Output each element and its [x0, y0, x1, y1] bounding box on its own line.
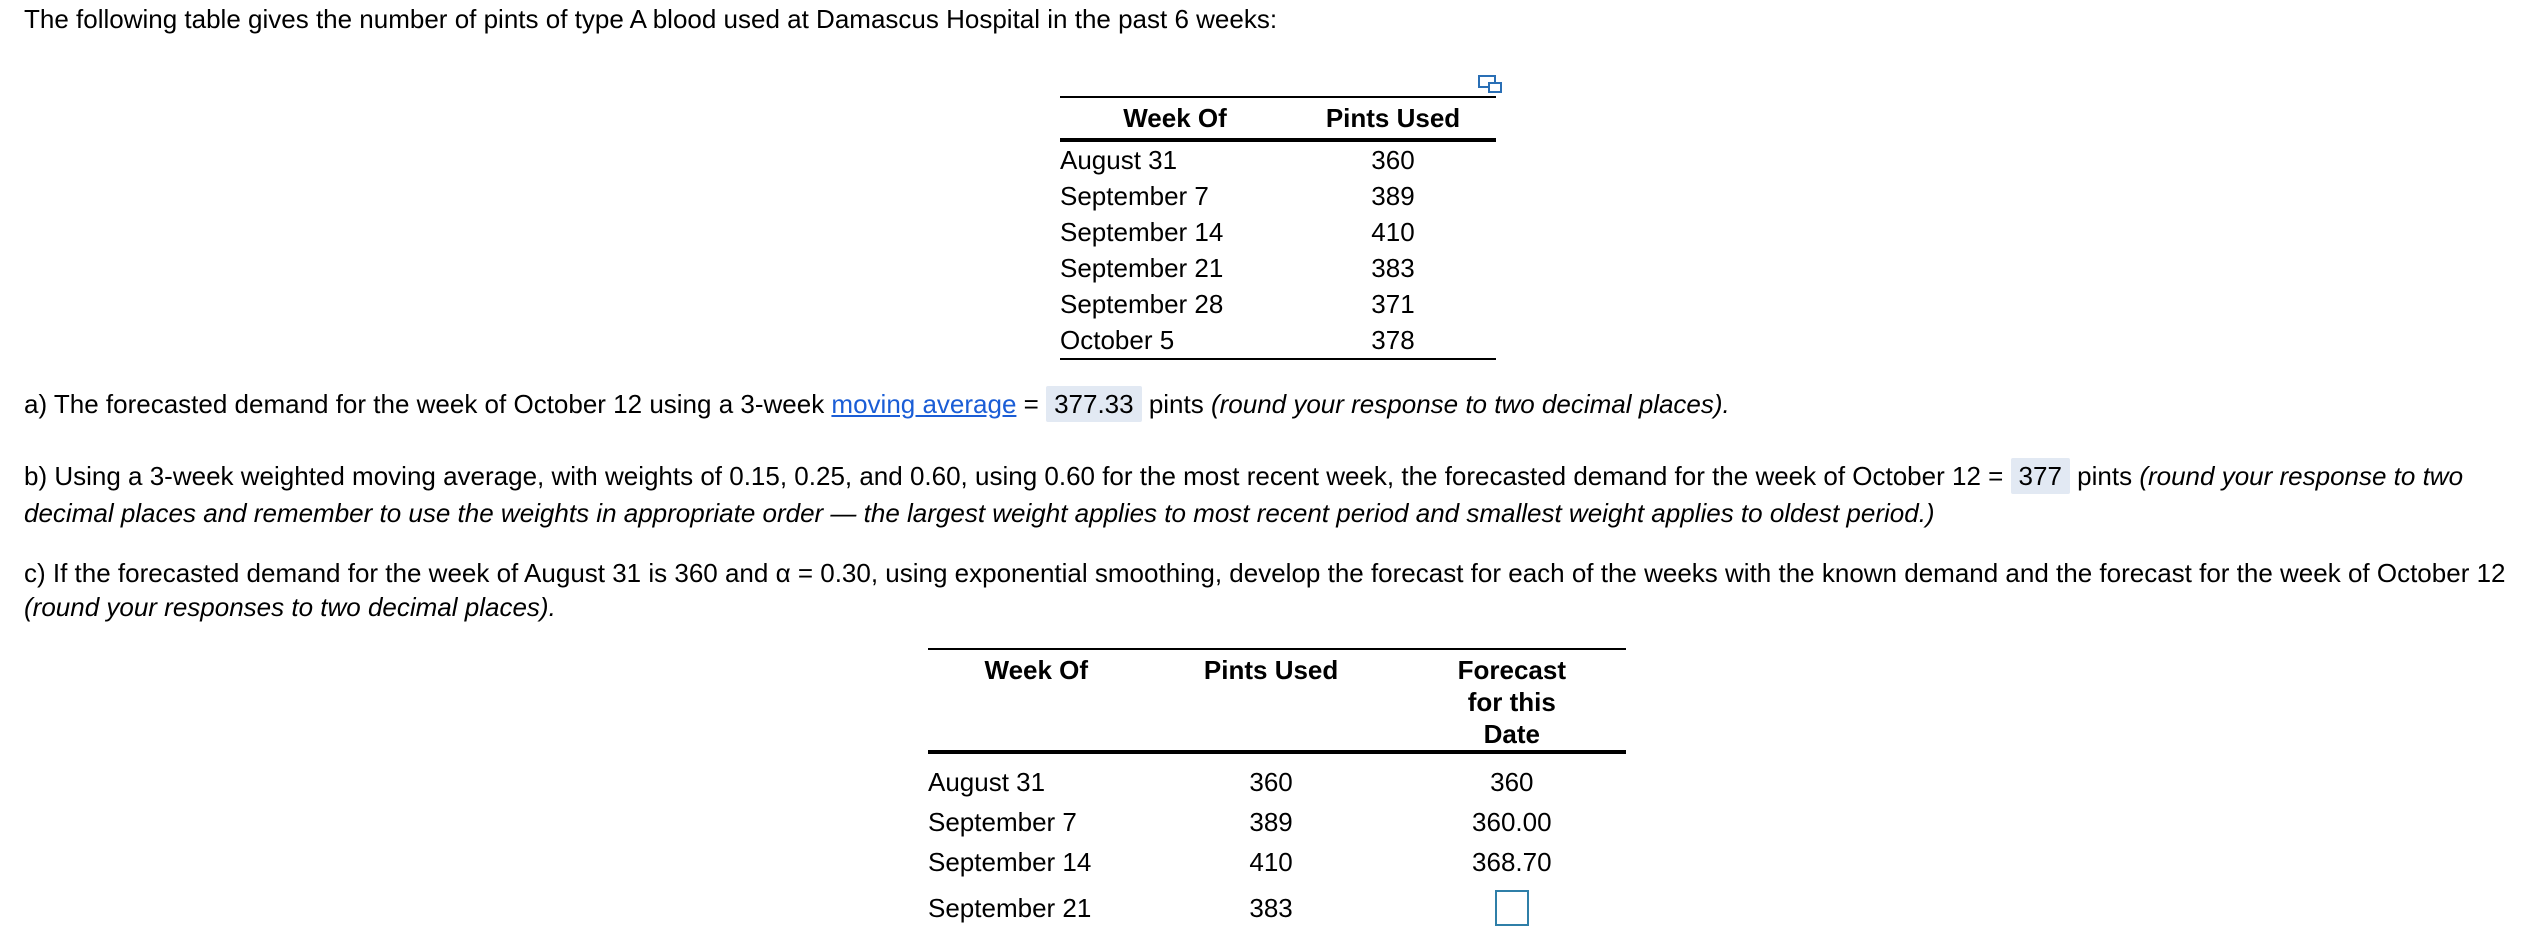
pints-cell: 371: [1371, 288, 1415, 319]
week-cell: September 28: [1060, 288, 1224, 319]
part-a-answer[interactable]: 377.33: [1046, 386, 1142, 422]
forecast-input-cell: [1398, 882, 1626, 934]
table-row: [928, 842, 1626, 882]
part-a-equals: =: [1016, 389, 1047, 419]
pints-cell: 410: [1371, 216, 1415, 247]
week-cell: August 31: [928, 766, 1046, 797]
column-header-pints: Pints Used: [1290, 97, 1496, 140]
moving-average-link[interactable]: moving average: [831, 389, 1017, 419]
week-cell: October 5: [1060, 322, 1290, 359]
week-cell: September 7: [928, 806, 1077, 837]
week-cell: August 31: [1060, 144, 1178, 175]
part-a-note: (round your response to two decimal places).: [1210, 389, 1730, 419]
pints-cell: 383: [1249, 892, 1293, 923]
pints-cell: 383: [1371, 252, 1415, 283]
part-b-answer[interactable]: 377: [2011, 458, 2070, 494]
column-header-week: Week Of: [1060, 97, 1290, 140]
pints-cell: 378: [1290, 322, 1496, 359]
part-a-suffix: pints: [1141, 389, 1211, 419]
pints-cell: 360: [1371, 144, 1415, 175]
forecast-cell: 360: [1490, 766, 1534, 797]
pints-cell: 389: [1249, 806, 1293, 837]
intro-text: The following table gives the number of pints of type A blood used at Damascus Hospital in the past 6 weeks:: [24, 4, 1278, 34]
column-header-week: Week Of: [928, 649, 1145, 752]
forecast-cell: 360.00: [1472, 806, 1552, 837]
part-b-prefix: b) Using a 3-week weighted moving average, with weights of 0.15, 0.25, and 0.60, using 0.60 for the most recent week, the forecasted demand for the week of October 12 =: [24, 461, 2011, 491]
table-row: [928, 882, 1626, 934]
column-header-pints: Pints Used: [1145, 649, 1398, 752]
forecast-table: [928, 648, 1626, 934]
part-b-suffix: pints: [2069, 461, 2140, 491]
pints-cell: 410: [1249, 846, 1293, 877]
table-row: [1060, 322, 1496, 359]
table-row: [928, 802, 1626, 842]
part-b-question: [24, 458, 2520, 532]
week-cell: September 7: [1060, 180, 1209, 211]
week-cell: September 21: [928, 892, 1092, 923]
part-a-prefix: a) The forecasted demand for the week of October 12 using a 3-week: [24, 389, 832, 419]
table-row: [1060, 140, 1496, 178]
week-cell: September 14: [1060, 216, 1224, 247]
pints-cell: 389: [1371, 180, 1415, 211]
pints-table: [1060, 96, 1496, 360]
forecast-cell: 368.70: [1472, 846, 1552, 877]
forecast-input[interactable]: [1495, 890, 1529, 926]
part-c-text: c) If the forecasted demand for the week of August 31 is 360 and α = 0.30, using exponential smoothing, develop the forecast for each of the weeks with the known demand and the forecast for the week of October 12: [24, 558, 2506, 588]
table-row: [1060, 178, 1496, 214]
popout-window-icon[interactable]: [1477, 70, 1503, 90]
part-a-question: [24, 386, 2520, 423]
week-cell: September 14: [928, 846, 1092, 877]
part-b-note: (round your response to two decimal places and remember to use the weights in appropriate order — the largest weight applies to most recent period and smallest weight applies to oldest period.): [24, 461, 2464, 528]
table-row: [1060, 250, 1496, 286]
table-row: [1060, 214, 1496, 250]
table-row: [928, 752, 1626, 802]
pints-cell: 360: [1249, 766, 1293, 797]
part-c-question: [24, 556, 2520, 624]
column-header-forecast: Forecast for this Date: [1398, 649, 1626, 752]
table-row: [1060, 286, 1496, 322]
week-cell: September 21: [1060, 252, 1224, 283]
part-c-note: (round your responses to two decimal places).: [24, 592, 556, 622]
